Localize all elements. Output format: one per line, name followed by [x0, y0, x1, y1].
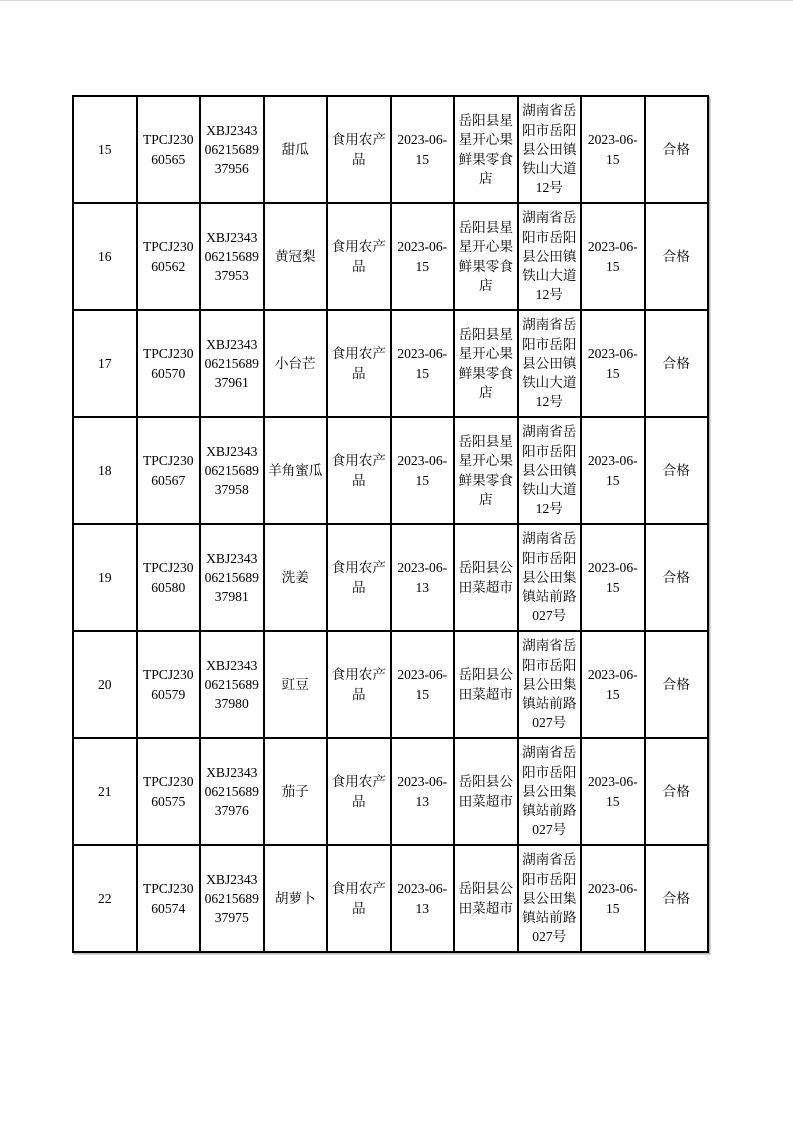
cell-report-code: TPCJ23060580 — [137, 524, 201, 631]
cell-product-name: 黄冠梨 — [264, 203, 328, 310]
table-row — [73, 524, 708, 631]
cell-seller-name: 岳阳县公田菜超市 — [454, 524, 518, 631]
cell-result: 合格 — [645, 310, 709, 417]
cell-sample-code: XBJ23430621568937956 — [200, 96, 264, 203]
cell-serial-no: 21 — [73, 738, 137, 845]
cell-seller-address: 湖南省岳阳市岳阳县公田集镇站前路027号 — [518, 845, 582, 952]
table-row — [73, 203, 708, 310]
cell-seller-name: 岳阳县星星开心果鲜果零食店 — [454, 96, 518, 203]
cell-report-date: 2023-06-15 — [581, 631, 645, 738]
cell-product-name: 洗姜 — [264, 524, 328, 631]
cell-report-date: 2023-06-15 — [581, 310, 645, 417]
cell-serial-no: 19 — [73, 524, 137, 631]
cell-seller-address: 湖南省岳阳市岳阳县公田镇铁山大道12号 — [518, 310, 582, 417]
cell-category: 食用农产品 — [327, 738, 391, 845]
cell-product-name: 羊角蜜瓜 — [264, 417, 328, 524]
table-row — [73, 631, 708, 738]
cell-report-code: TPCJ23060567 — [137, 417, 201, 524]
cell-product-name: 小台芒 — [264, 310, 328, 417]
cell-report-date: 2023-06-15 — [581, 203, 645, 310]
cell-seller-address: 湖南省岳阳市岳阳县公田集镇站前路027号 — [518, 738, 582, 845]
cell-serial-no: 17 — [73, 310, 137, 417]
cell-category: 食用农产品 — [327, 203, 391, 310]
cell-result: 合格 — [645, 738, 709, 845]
cell-report-code: TPCJ23060575 — [137, 738, 201, 845]
cell-sample-code: XBJ23430621568937981 — [200, 524, 264, 631]
cell-sampling-date: 2023-06-13 — [391, 524, 455, 631]
table-row — [73, 310, 708, 417]
cell-sampling-date: 2023-06-15 — [391, 631, 455, 738]
cell-sampling-date: 2023-06-13 — [391, 738, 455, 845]
cell-serial-no: 20 — [73, 631, 137, 738]
cell-report-code: TPCJ23060562 — [137, 203, 201, 310]
cell-serial-no: 16 — [73, 203, 137, 310]
cell-seller-name: 岳阳县星星开心果鲜果零食店 — [454, 417, 518, 524]
cell-seller-name: 岳阳县星星开心果鲜果零食店 — [454, 203, 518, 310]
cell-sample-code: XBJ23430621568937976 — [200, 738, 264, 845]
cell-result: 合格 — [645, 96, 709, 203]
cell-seller-name: 岳阳县公田菜超市 — [454, 738, 518, 845]
cell-result: 合格 — [645, 845, 709, 952]
cell-category: 食用农产品 — [327, 845, 391, 952]
cell-sample-code: XBJ23430621568937961 — [200, 310, 264, 417]
cell-serial-no: 18 — [73, 417, 137, 524]
cell-result: 合格 — [645, 203, 709, 310]
cell-report-date: 2023-06-15 — [581, 738, 645, 845]
cell-report-code: TPCJ23060579 — [137, 631, 201, 738]
cell-report-date: 2023-06-15 — [581, 524, 645, 631]
cell-sampling-date: 2023-06-13 — [391, 845, 455, 952]
cell-product-name: 豇豆 — [264, 631, 328, 738]
cell-sampling-date: 2023-06-15 — [391, 203, 455, 310]
cell-report-code: TPCJ23060570 — [137, 310, 201, 417]
cell-serial-no: 15 — [73, 96, 137, 203]
cell-result: 合格 — [645, 417, 709, 524]
cell-sampling-date: 2023-06-15 — [391, 96, 455, 203]
cell-sampling-date: 2023-06-15 — [391, 310, 455, 417]
cell-product-name: 茄子 — [264, 738, 328, 845]
cell-sample-code: XBJ23430621568937953 — [200, 203, 264, 310]
cell-result: 合格 — [645, 524, 709, 631]
cell-report-date: 2023-06-15 — [581, 417, 645, 524]
cell-seller-address: 湖南省岳阳市岳阳县公田集镇站前路027号 — [518, 524, 582, 631]
cell-seller-address: 湖南省岳阳市岳阳县公田镇铁山大道12号 — [518, 417, 582, 524]
cell-sampling-date: 2023-06-15 — [391, 417, 455, 524]
cell-category: 食用农产品 — [327, 96, 391, 203]
cell-seller-address: 湖南省岳阳市岳阳县公田集镇站前路027号 — [518, 631, 582, 738]
table-row — [73, 738, 708, 845]
table-row — [73, 845, 708, 952]
inspection-results-table — [72, 95, 709, 953]
cell-category: 食用农产品 — [327, 631, 391, 738]
cell-sample-code: XBJ23430621568937975 — [200, 845, 264, 952]
cell-category: 食用农产品 — [327, 417, 391, 524]
table-row — [73, 417, 708, 524]
cell-seller-name: 岳阳县星星开心果鲜果零食店 — [454, 310, 518, 417]
cell-sample-code: XBJ23430621568937980 — [200, 631, 264, 738]
cell-seller-name: 岳阳县公田菜超市 — [454, 845, 518, 952]
cell-report-code: TPCJ23060565 — [137, 96, 201, 203]
cell-report-date: 2023-06-15 — [581, 845, 645, 952]
cell-product-name: 胡萝卜 — [264, 845, 328, 952]
cell-serial-no: 22 — [73, 845, 137, 952]
cell-sample-code: XBJ23430621568937958 — [200, 417, 264, 524]
cell-report-date: 2023-06-15 — [581, 96, 645, 203]
cell-report-code: TPCJ23060574 — [137, 845, 201, 952]
cell-category: 食用农产品 — [327, 524, 391, 631]
cell-result: 合格 — [645, 631, 709, 738]
cell-product-name: 甜瓜 — [264, 96, 328, 203]
cell-seller-name: 岳阳县公田菜超市 — [454, 631, 518, 738]
cell-seller-address: 湖南省岳阳市岳阳县公田镇铁山大道12号 — [518, 203, 582, 310]
cell-seller-address: 湖南省岳阳市岳阳县公田镇铁山大道12号 — [518, 96, 582, 203]
table-row — [73, 96, 708, 203]
cell-category: 食用农产品 — [327, 310, 391, 417]
